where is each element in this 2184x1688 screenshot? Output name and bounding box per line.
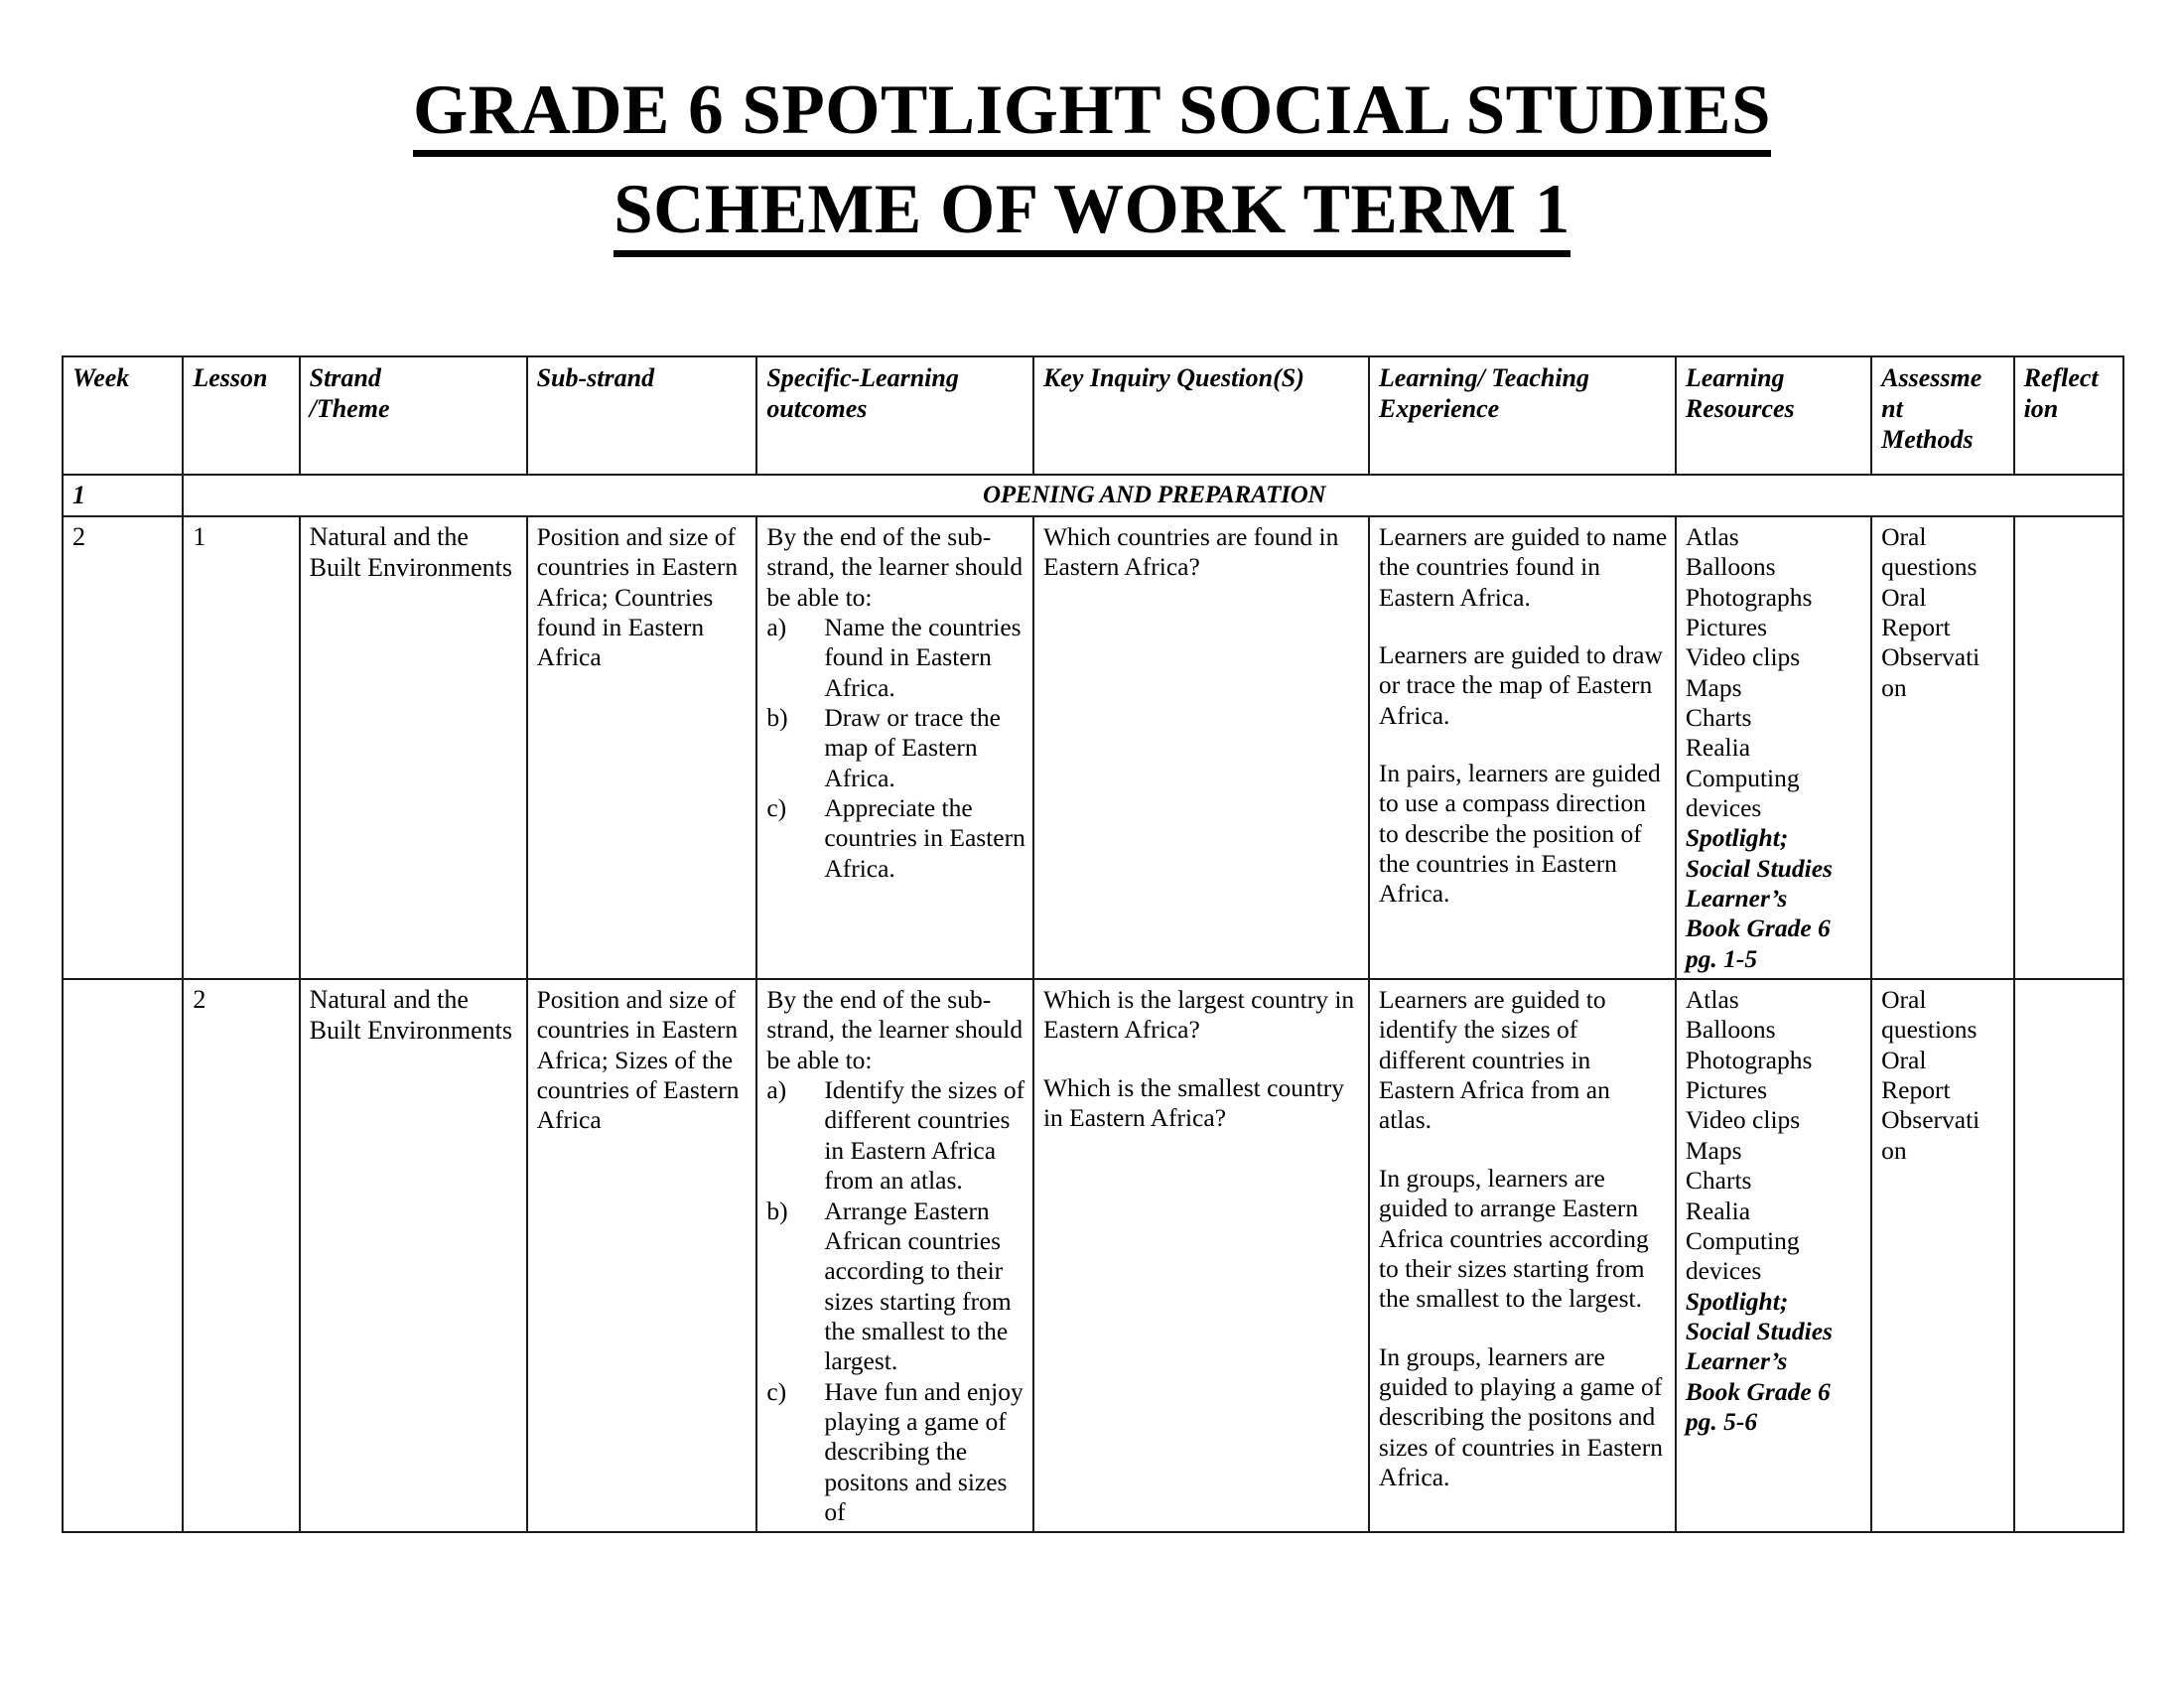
cell-learning-teaching-experience [1369,979,1676,1532]
resource-item: Charts [1685,703,1752,732]
slo-list-item [766,613,1025,703]
page-title-line-2: SCHEME OF WORK TERM 1 [614,173,1570,256]
lte-paragraph: In groups, learners are guided to playing a game of describing the positons and sizes of countries in Eastern Africa. [1378,1341,1663,1491]
header-slo-line-2: outcomes [766,394,868,424]
assessment-item: Observati [1881,642,1980,672]
header-key-inquiry-questions: Key Inquiry Question(S) [1033,356,1369,475]
slo-text: Draw or trace the map of Eastern Africa. [824,703,1002,792]
slo-text: Identify the sizes of different countries in Eastern Africa from an atlas. [824,1075,1025,1196]
resource-book-line: Spotlight; [1685,823,1789,853]
header-asm-line-2: nt [1881,394,1903,424]
resource-item: devices [1685,1256,1762,1286]
resource-item: Balloons [1685,1015,1776,1045]
slo-marker: a) [766,1075,787,1105]
header-lesson: Lesson [183,356,299,475]
resource-book-line: Learner’s [1685,1346,1788,1376]
assessment-item: Oral [1881,1045,1927,1074]
header-lres-line-2: Resources [1685,394,1795,424]
cell-week: 2 [63,516,183,979]
paragraph-gap [1379,613,1668,640]
cell-learning-resources [1676,979,1871,1532]
title-line-2-wrap [0,173,2184,256]
cell-reflection[interactable] [2014,979,2123,1532]
resource-item: Photographs [1685,582,1813,612]
slo-marker: a) [766,612,787,641]
slo-marker: c) [766,793,787,823]
cell-assessment-methods [1871,979,2013,1532]
assessment-item: questions [1881,552,1978,582]
slo-list [766,1075,1025,1527]
cell-strand-theme: Natural and the Built Environments [300,516,527,979]
resource-item: Pictures [1685,612,1768,641]
resource-item: Maps [1685,672,1742,702]
cell-sub-strand: Position and size of countries in Eastern Africa; Countries found in Eastern Africa [527,516,757,979]
banner-week-number: 1 [63,475,183,516]
cell-learning-teaching-experience [1369,516,1676,979]
slo-marker: b) [766,703,788,732]
slo-text: Appreciate the countries in Eastern Africa. [824,793,1025,883]
resource-item: Video clips [1685,1105,1801,1135]
header-strand-line-2: /Theme [309,394,390,424]
header-asm-line-3: Methods [1881,425,1974,455]
table-banner-row [63,475,2123,516]
resource-item: Photographs [1685,1045,1813,1074]
resource-book-line: Spotlight; [1685,1286,1789,1316]
resource-book-page: pg. 5-6 [1685,1406,1758,1436]
slo-list-item [766,1196,1025,1377]
title-line-1-wrap [0,73,2184,157]
resource-item: Balloons [1685,552,1776,582]
document-title-block [0,0,2184,257]
slo-list-item [766,703,1025,793]
resource-book-line: Book Grade 6 [1685,914,1831,943]
header-refl-line-2: ion [2023,394,2059,424]
header-strand-line-1: Strand [309,363,381,392]
resource-item: devices [1685,793,1762,823]
assessment-item: Oral [1881,521,1927,551]
assessment-item: questions [1881,1015,1978,1045]
header-assessment-methods [1871,356,2013,475]
slo-text: Name the countries found in Eastern Africa. [824,612,1022,702]
slo-list-item [766,793,1025,884]
resource-item: Realia [1685,1196,1751,1225]
cell-specific-learning-outcomes [756,516,1033,979]
assessment-item: Observati [1881,1105,1980,1135]
resource-book-line: Social Studies [1685,1316,1833,1345]
cell-assessment-methods [1871,516,2013,979]
cell-key-inquiry-questions [1033,516,1369,979]
header-lte-line-1: Learning/ Teaching [1378,363,1590,392]
cell-week [63,979,183,1532]
page-title-line-1: GRADE 6 SPOTLIGHT SOCIAL STUDIES [413,73,1771,157]
slo-list [766,613,1025,884]
resource-book-page: pg. 1-5 [1685,943,1758,973]
table-header-row [63,356,2123,475]
table-row [63,516,2123,979]
header-specific-learning-outcomes [756,356,1033,475]
resource-item: Pictures [1685,1075,1768,1105]
scheme-of-work-table [62,355,2124,1533]
paragraph-gap [1043,1046,1361,1073]
cell-key-inquiry-questions [1033,979,1369,1532]
cell-lesson: 2 [183,979,299,1532]
kiq-paragraph: Which is the smallest country in Eastern Africa? [1042,1072,1345,1133]
cell-lesson: 1 [183,516,299,979]
slo-list-item [766,1075,1025,1196]
paragraph-gap [1379,731,1668,759]
header-strand-theme [300,356,527,475]
resource-item: Computing [1685,1225,1800,1255]
cell-learning-resources [1676,516,1871,979]
lte-paragraph: Learners are guided to draw or trace the map of Eastern Africa. [1378,639,1663,730]
slo-text: Arrange Eastern African countries according to their sizes starting from the smallest to the largest. [824,1196,1012,1376]
kiq-paragraph: Which is the largest country in Eastern Africa? [1042,985,1355,1045]
lte-paragraph: Learners are guided to identify the sizes of different countries in Eastern Africa from an atlas. [1378,985,1610,1135]
resource-item: Maps [1685,1135,1742,1165]
paragraph-gap [1379,1136,1668,1164]
table-row [63,979,2123,1532]
assessment-item: Report [1881,612,1951,641]
resource-book-line: Learner’s [1685,884,1788,914]
resource-item: Charts [1685,1166,1752,1196]
resource-item: Video clips [1685,642,1801,672]
header-lte-line-2: Experience [1378,394,1500,424]
assessment-item: on [1881,1135,1907,1165]
cell-specific-learning-outcomes [756,979,1033,1532]
header-sub-strand: Sub-strand [527,356,757,475]
header-slo-line-1: Specific-Learning [766,363,959,392]
assessment-item: Report [1881,1075,1951,1105]
resource-item: Realia [1685,733,1751,763]
header-reflection [2014,356,2123,475]
cell-sub-strand: Position and size of countries in Eastern Africa; Sizes of the countries of Eastern Africa [527,979,757,1532]
cell-reflection[interactable] [2014,516,2123,979]
paragraph-gap [1379,1315,1668,1342]
header-asm-line-1: Assessme [1881,363,1982,392]
slo-marker: c) [766,1376,787,1406]
lte-paragraph: Learners are guided to name the countries found in Eastern Africa. [1378,521,1668,612]
slo-marker: b) [766,1196,788,1225]
resource-item: Atlas [1685,521,1739,551]
kiq-paragraph: Which countries are found in Eastern Africa? [1042,521,1339,582]
lte-paragraph: In groups, learners are guided to arrange Eastern Africa countries according to their sizes starting from the smallest to the largest. [1378,1163,1649,1314]
header-week: Week [63,356,183,475]
cell-strand-theme: Natural and the Built Environments [300,979,527,1532]
slo-text: Have fun and enjoy playing a game of describing the positons and sizes of [824,1376,1024,1526]
resource-book-line: Social Studies [1685,853,1833,883]
lte-paragraph: In pairs, learners are guided to use a compass direction to describe the position of the countries in Eastern Africa. [1378,759,1661,909]
header-learning-teaching-experience [1369,356,1676,475]
resource-book-line: Book Grade 6 [1685,1376,1831,1406]
banner-label: OPENING AND PREPARATION [183,475,2123,516]
slo-intro: By the end of the sub-strand, the learner should be able to: [766,521,1024,612]
slo-intro: By the end of the sub-strand, the learner should be able to: [766,985,1024,1074]
resource-item: Atlas [1685,985,1739,1015]
assessment-item: on [1881,672,1907,702]
header-lres-line-1: Learning [1685,363,1785,392]
header-refl-line-1: Reflect [2023,363,2099,392]
resource-item: Computing [1685,763,1800,792]
assessment-item: Oral [1881,985,1927,1015]
slo-list-item [766,1377,1025,1528]
header-learning-resources [1676,356,1871,475]
assessment-item: Oral [1881,582,1927,612]
